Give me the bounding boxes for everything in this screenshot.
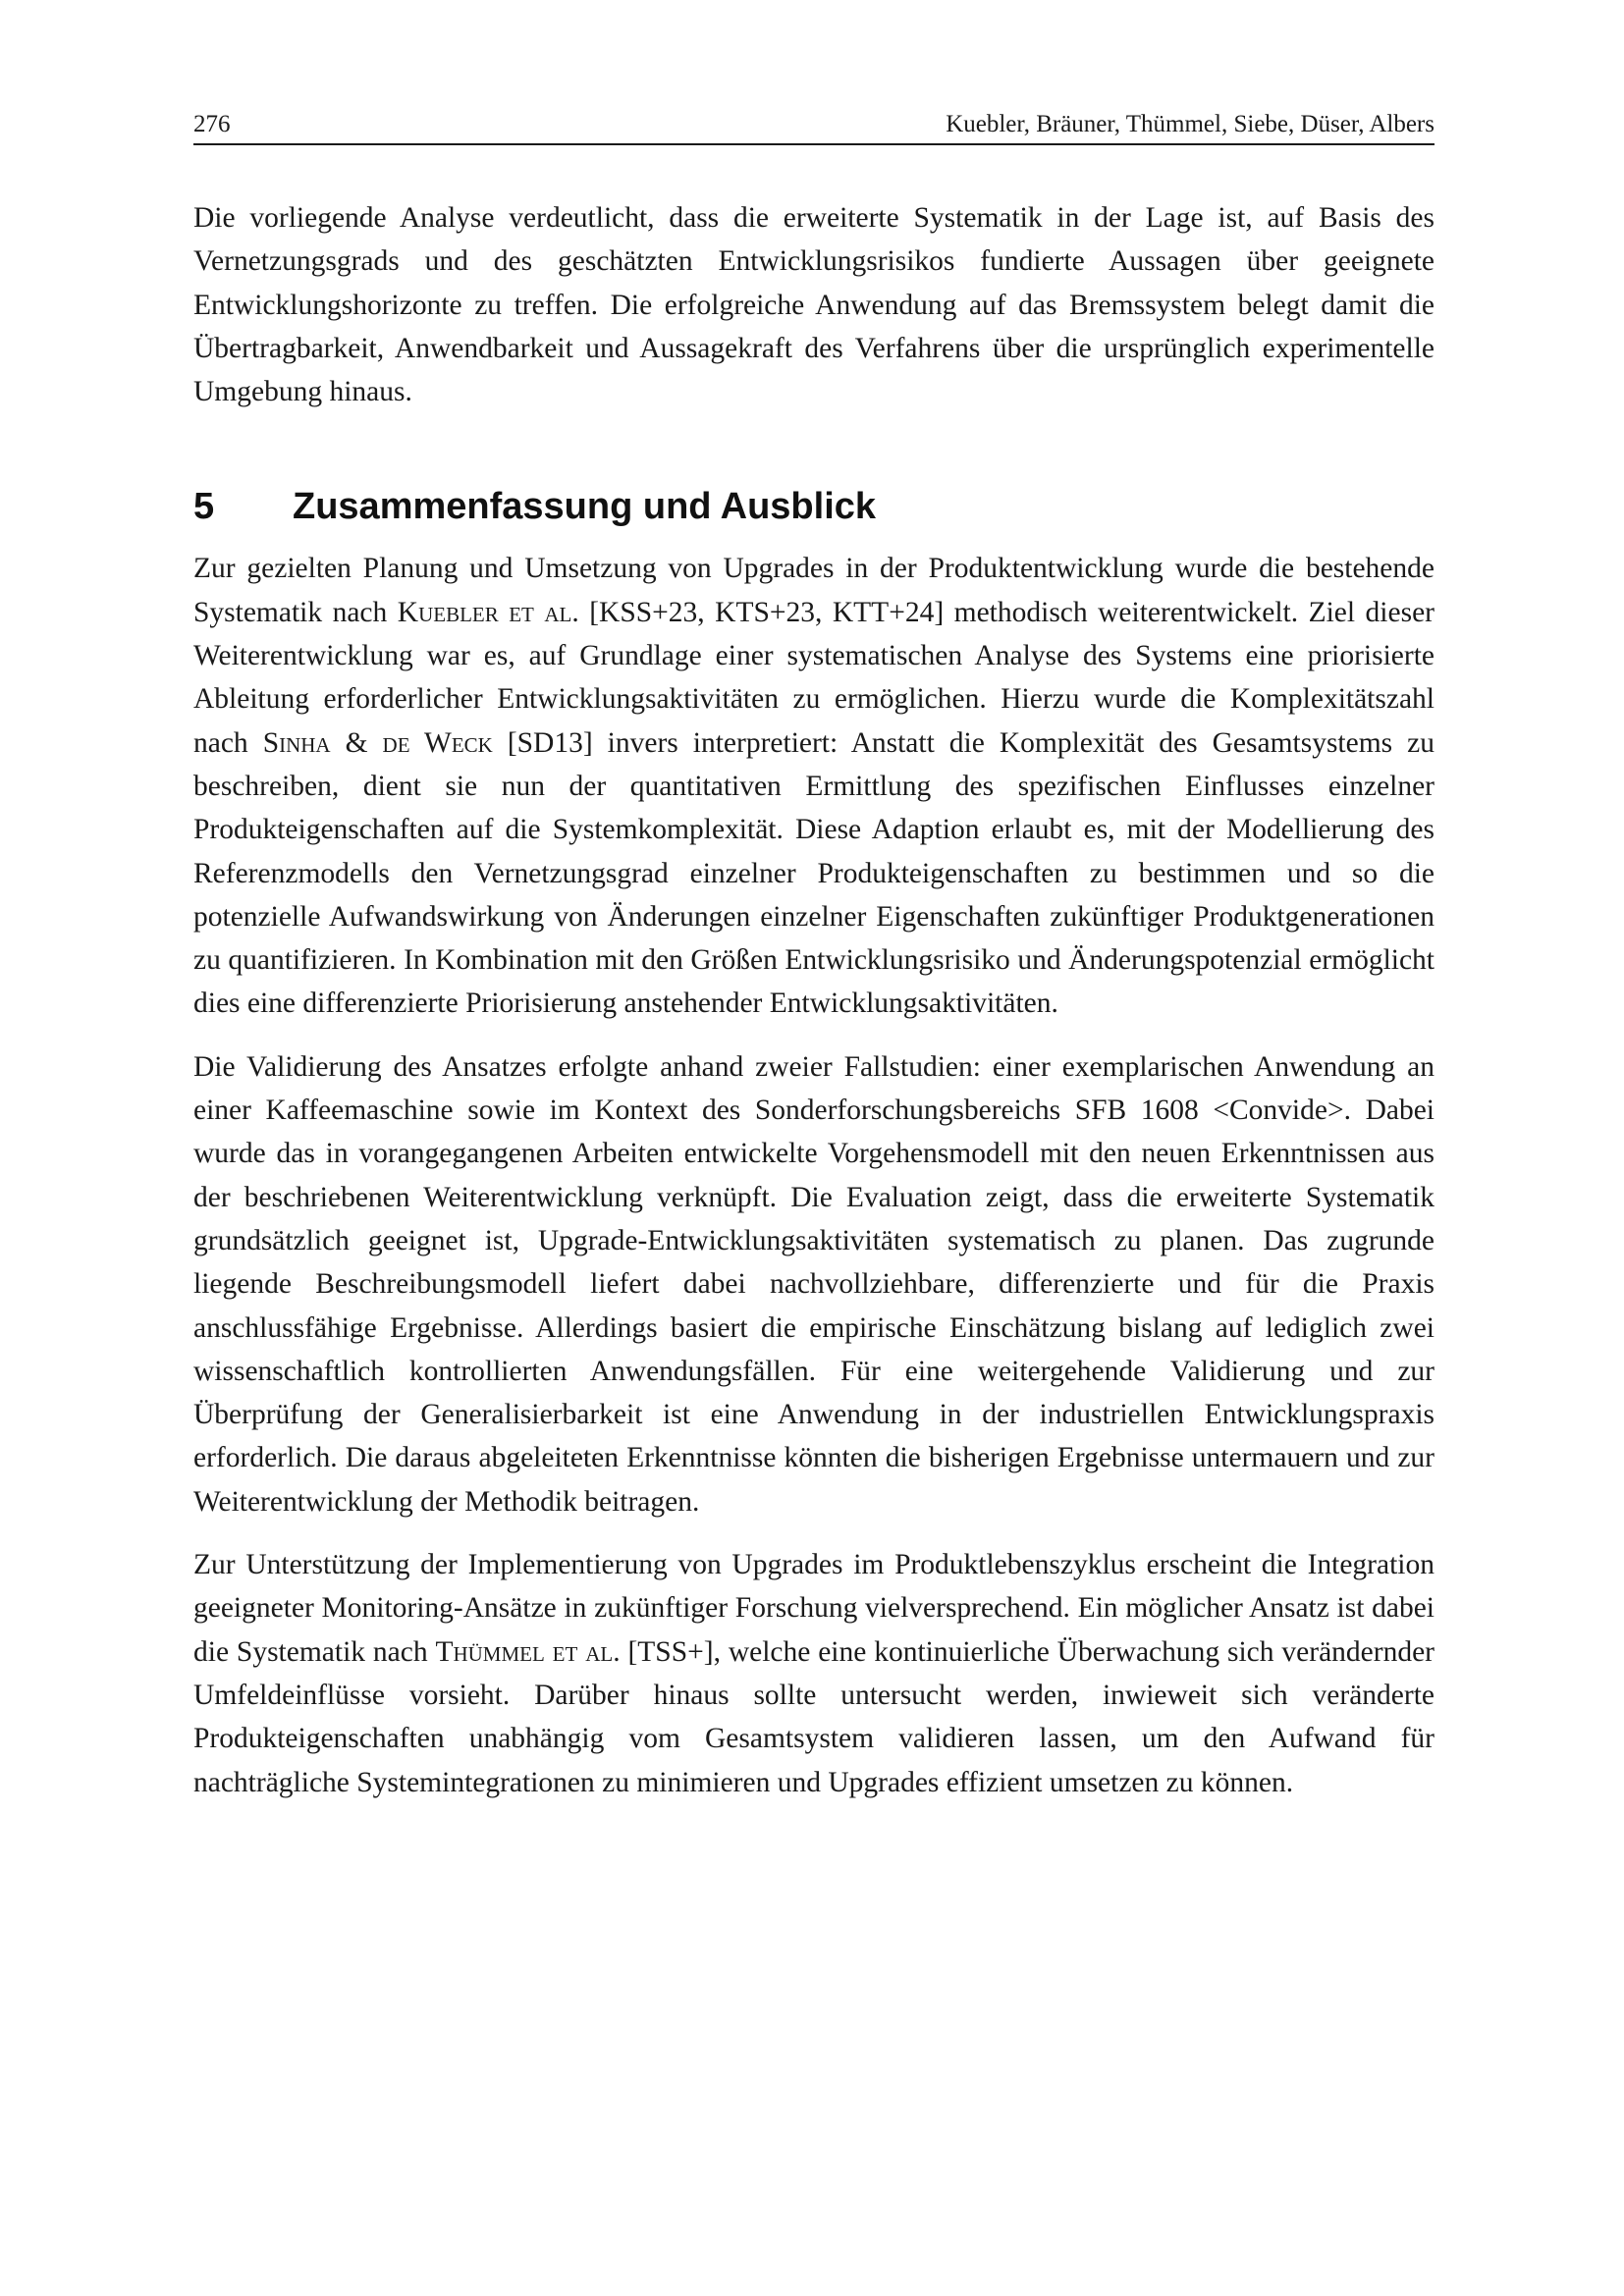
intro-paragraph: Die vorliegende Analyse verdeutlicht, dass die erweiterte Systematik in der Lage ist, auf Basis des Vernetzungsgrads und des geschätzten Entwicklungsrisikos fundierte Aussagen über geeignete Entwicklungshorizonte zu treffen. Die erfolgreiche Anwendung auf das Bremssystem belegt damit die Übertragbarkeit, Anwendbarkeit und Aussagekraft des Verfahrens über die ursprünglich experimentelle Umgebung hinaus. (193, 202, 1435, 408)
paragraph-text: [SD13] invers interpretiert: Anstatt die Komplexität des Gesamtsystems zu beschreiben, dient sie nun der quantitativen Ermittlung des spezifischen Einflusses einzelner Produkteigenschaften auf die Systemkomplexität. Diese Adaption erlaubt es, mit der Modellierung des Referenzmodells den Vernetzungsgrad einzelner Produkteigenschaften zu bestimmen und so die potenzielle Aufwandswirkung von Änderungen einzelner Eigenschaften zukünftiger Produktgenerationen zu quantifizieren. In Kombination mit den Größen Entwicklungsrisiko und Änderungspotenzial ermöglicht dies eine differenzierte Priorisierung anstehender Entwicklungsaktivitäten. (193, 726, 1435, 1020)
main-text (193, 196, 1435, 1804)
running-header-authors: Kuebler, Bräuner, Thümmel, Siebe, Düser, Albers (946, 111, 1435, 137)
author-citation: Sinha & de Weck (262, 726, 493, 759)
author-citation: Kuebler et al. (397, 596, 579, 628)
paragraph-text: [KSS+23, KTS+23, KTT+24] methodisch weiterentwickelt. Ziel dieser Weiterentwicklung war es, auf Grundlage einer systematischen Analyse des Systems eine priorisierte Ableitung erforderlicher Entwicklungsaktivitäten zu ermöglichen. Hierzu wurde die Komplexitätszahl nach (193, 596, 1435, 759)
page-number: 276 (193, 111, 231, 137)
section-number: 5 (193, 486, 215, 528)
section-heading (193, 482, 1435, 531)
paragraph-text: Zur Unterstützung der Implementierung von Upgrades im Produktlebenszyklus erscheint die Integration geeigneter Monitoring-Ansätze in zukünftiger Forschung vielversprechend. Ein möglicher Ansatz ist dabei die Systematik nach (193, 1549, 1435, 1668)
paragraph-text: Zur gezielten Planung und Umsetzung von Upgrades in der Produktentwicklung wurde die bestehende Systematik nach (193, 553, 1435, 628)
author-citation: Thümmel et al. (435, 1635, 621, 1668)
outlook-paragraph (193, 1543, 1435, 1804)
running-header (193, 108, 1435, 145)
summary-paragraph-1 (193, 547, 1435, 1025)
paragraph-text: [TSS+], welche eine kontinuierliche Überwachung sich verändernder Umfeldeinflüsse vorsieht. Darüber hinaus sollte untersucht werden, inwieweit sich veränderte Produkteigenschaften unabhängig vom Gesamtsystem validieren lassen, um den Aufwand für nachträgliche Systemintegrationen zu minimieren und Upgrades effizient umsetzen zu können. (193, 1635, 1435, 1798)
section-title: Zusammenfassung und Ausblick (293, 486, 877, 528)
summary-paragraph-2: Die Validierung des Ansatzes erfolgte anhand zweier Fallstudien: einer exemplarischen Anwendung an einer Kaffeemaschine sowie im Kontext des Sonderforschungsbereichs SFB 1608 <Convide>. Dabei wurde das in vorangegangenen Arbeiten entwickelte Vorgehensmodell mit den neuen Erkenntnissen aus der beschriebenen Weiterentwicklung verknüpft. Die Evaluation zeigt, dass die erweiterte Systematik grundsätzlich geeignet ist, Upgrade-Entwicklungsaktivitäten systematisch zu planen. Das zugrunde liegende Beschreibungsmodell liefert dabei nachvollziehbare, differenzierte und für die Praxis anschlussfähige Ergebnisse. Allerdings basiert die empirische Einschätzung bislang auf lediglich zwei wissenschaftlich kontrollierten Anwendungsfällen. Für eine weitergehende Validierung und zur Überprüfung der Generalisierbarkeit ist eine Anwendung in der industriellen Entwicklungspraxis erforderlich. Die daraus abgeleiteten Erkenntnisse könnten die bisherigen Ergebnisse untermauern und zur Weiterentwicklung der Methodik beitragen. (193, 1050, 1435, 1518)
